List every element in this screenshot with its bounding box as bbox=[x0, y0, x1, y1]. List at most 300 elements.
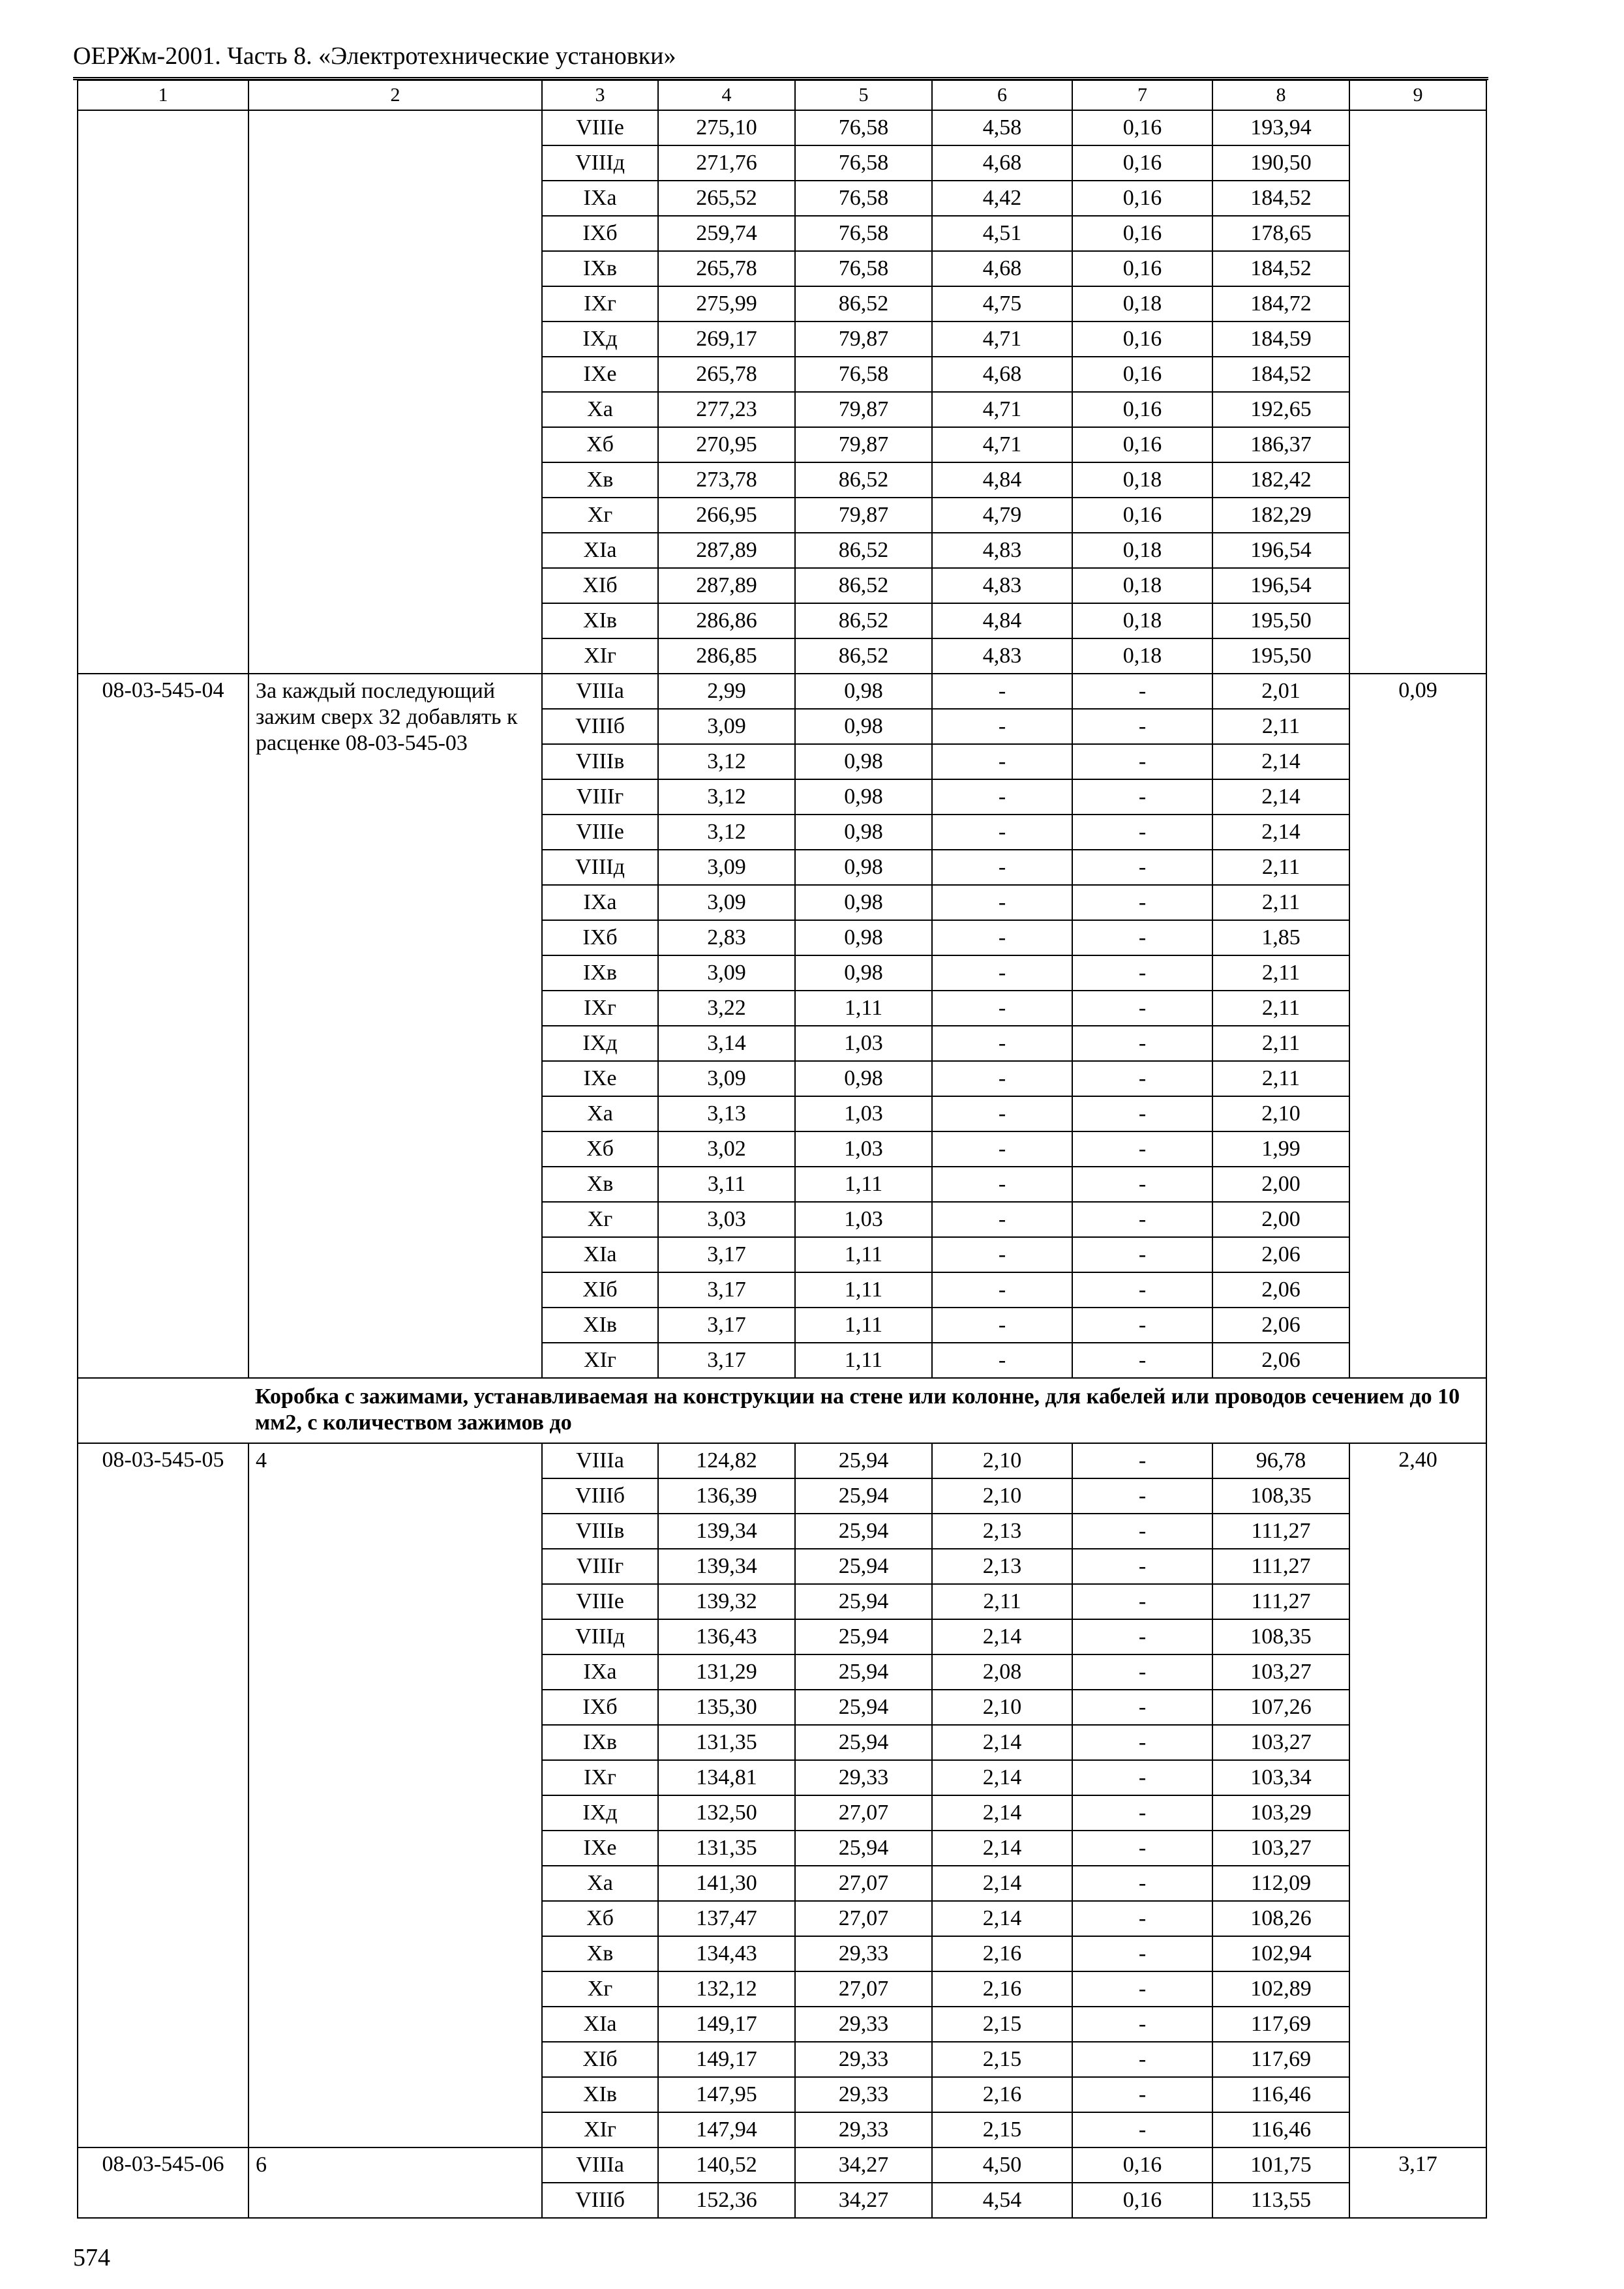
machinist-wages-cell: - bbox=[1072, 1831, 1212, 1866]
machines-cell: - bbox=[932, 1131, 1072, 1167]
materials-cell: 2,14 bbox=[1212, 779, 1349, 815]
wages-cell: 0,98 bbox=[795, 709, 932, 744]
zone-cell: IXд bbox=[542, 322, 658, 357]
machinist-wages-cell: 0,18 bbox=[1072, 533, 1212, 568]
machinist-wages-cell: - bbox=[1072, 1443, 1212, 1478]
materials-cell: 190,50 bbox=[1212, 145, 1349, 181]
machinist-wages-cell: 0,16 bbox=[1072, 498, 1212, 533]
machines-cell: 2,14 bbox=[932, 1866, 1072, 1901]
zone-cell: IXд bbox=[542, 1026, 658, 1061]
machinist-wages-cell: - bbox=[1072, 920, 1212, 955]
zone-cell: VIIIб bbox=[542, 709, 658, 744]
zone-cell: VIIIг bbox=[542, 1549, 658, 1584]
machines-cell: - bbox=[932, 1237, 1072, 1272]
total-cost-cell: 269,17 bbox=[658, 322, 795, 357]
machines-cell: 2,14 bbox=[932, 1760, 1072, 1795]
rate-code: 08-03-545-05 bbox=[78, 1443, 248, 2147]
total-cost-cell: 136,39 bbox=[658, 1478, 795, 1514]
machines-cell: 2,13 bbox=[932, 1514, 1072, 1549]
machinist-wages-cell: - bbox=[1072, 1131, 1212, 1167]
wages-cell: 1,03 bbox=[795, 1131, 932, 1167]
column-number: 7 bbox=[1072, 80, 1212, 110]
machines-cell: 4,71 bbox=[932, 392, 1072, 427]
machinist-wages-cell: - bbox=[1072, 1760, 1212, 1795]
wages-cell: 79,87 bbox=[795, 392, 932, 427]
wages-cell: 29,33 bbox=[795, 2077, 932, 2112]
zone-cell: Xг bbox=[542, 1202, 658, 1237]
wages-cell: 29,33 bbox=[795, 1936, 932, 1971]
machines-cell: - bbox=[932, 920, 1072, 955]
wages-cell: 0,98 bbox=[795, 815, 932, 850]
total-cost-cell: 273,78 bbox=[658, 462, 795, 498]
column-number: 8 bbox=[1212, 80, 1349, 110]
materials-cell: 192,65 bbox=[1212, 392, 1349, 427]
machines-cell: 2,15 bbox=[932, 2112, 1072, 2147]
total-cost-cell: 152,36 bbox=[658, 2183, 795, 2218]
machinist-wages-cell: - bbox=[1072, 2077, 1212, 2112]
materials-cell: 2,11 bbox=[1212, 955, 1349, 991]
zone-cell: VIIIе bbox=[542, 1584, 658, 1619]
machinist-wages-cell: - bbox=[1072, 1096, 1212, 1131]
machinist-wages-cell: - bbox=[1072, 1690, 1212, 1725]
zone-cell: VIIIд bbox=[542, 850, 658, 885]
zone-cell: VIIIг bbox=[542, 779, 658, 815]
total-cost-cell: 3,17 bbox=[658, 1343, 795, 1378]
labor-cost-cell: 0,09 bbox=[1349, 674, 1486, 1378]
wages-cell: 0,98 bbox=[795, 674, 932, 709]
section-title: Коробка с зажимами, устанавливаемая на конструкции на стене или колонне, для кабелей или проводов сечением до 10 мм2, с количеством зажимов до bbox=[248, 1378, 1486, 1443]
materials-cell: 108,35 bbox=[1212, 1619, 1349, 1654]
machines-cell: 2,14 bbox=[932, 1619, 1072, 1654]
wages-cell: 76,58 bbox=[795, 181, 932, 216]
wages-cell: 25,94 bbox=[795, 1654, 932, 1690]
zone-cell: VIIIе bbox=[542, 110, 658, 145]
materials-cell: 184,52 bbox=[1212, 181, 1349, 216]
machinist-wages-cell: 0,16 bbox=[1072, 322, 1212, 357]
total-cost-cell: 3,12 bbox=[658, 744, 795, 779]
rate-description: 6 bbox=[248, 2147, 542, 2218]
zone-cell: VIIIб bbox=[542, 1478, 658, 1514]
machines-cell: 4,50 bbox=[932, 2147, 1072, 2183]
total-cost-cell: 265,78 bbox=[658, 251, 795, 286]
total-cost-cell: 3,17 bbox=[658, 1237, 795, 1272]
zone-cell: Xг bbox=[542, 498, 658, 533]
total-cost-cell: 2,99 bbox=[658, 674, 795, 709]
wages-cell: 25,94 bbox=[795, 1514, 932, 1549]
table-row bbox=[78, 110, 1486, 145]
machinist-wages-cell: - bbox=[1072, 744, 1212, 779]
machines-cell: 4,84 bbox=[932, 462, 1072, 498]
machines-cell: 4,83 bbox=[932, 638, 1072, 674]
machines-cell: - bbox=[932, 1026, 1072, 1061]
machinist-wages-cell: 0,16 bbox=[1072, 2183, 1212, 2218]
wages-cell: 0,98 bbox=[795, 850, 932, 885]
materials-cell: 184,59 bbox=[1212, 322, 1349, 357]
machinist-wages-cell: - bbox=[1072, 955, 1212, 991]
materials-cell: 196,54 bbox=[1212, 533, 1349, 568]
total-cost-cell: 3,09 bbox=[658, 709, 795, 744]
total-cost-cell: 131,35 bbox=[658, 1831, 795, 1866]
materials-cell: 113,55 bbox=[1212, 2183, 1349, 2218]
machines-cell: 2,11 bbox=[932, 1584, 1072, 1619]
zone-cell: VIIIа bbox=[542, 1443, 658, 1478]
machinist-wages-cell: 0,16 bbox=[1072, 110, 1212, 145]
machines-cell: 4,54 bbox=[932, 2183, 1072, 2218]
machinist-wages-cell: - bbox=[1072, 1725, 1212, 1760]
zone-cell: XIб bbox=[542, 568, 658, 603]
machinist-wages-cell: - bbox=[1072, 1795, 1212, 1831]
machinist-wages-cell: - bbox=[1072, 1167, 1212, 1202]
materials-cell: 2,11 bbox=[1212, 885, 1349, 920]
total-cost-cell: 3,12 bbox=[658, 779, 795, 815]
wages-cell: 25,94 bbox=[795, 1690, 932, 1725]
zone-cell: XIг bbox=[542, 638, 658, 674]
materials-cell: 102,94 bbox=[1212, 1936, 1349, 1971]
materials-cell: 1,99 bbox=[1212, 1131, 1349, 1167]
wages-cell: 25,94 bbox=[795, 1725, 932, 1760]
zone-cell: Xб bbox=[542, 1131, 658, 1167]
materials-cell: 2,11 bbox=[1212, 850, 1349, 885]
zone-cell: VIIIв bbox=[542, 1514, 658, 1549]
zone-cell: IXб bbox=[542, 920, 658, 955]
wages-cell: 1,11 bbox=[795, 1308, 932, 1343]
materials-cell: 193,94 bbox=[1212, 110, 1349, 145]
materials-cell: 102,89 bbox=[1212, 1971, 1349, 2007]
wages-cell: 76,58 bbox=[795, 216, 932, 251]
zone-cell: XIа bbox=[542, 533, 658, 568]
wages-cell: 76,58 bbox=[795, 145, 932, 181]
total-cost-cell: 3,09 bbox=[658, 850, 795, 885]
section-row bbox=[78, 1378, 1486, 1443]
total-cost-cell: 266,95 bbox=[658, 498, 795, 533]
materials-cell: 184,72 bbox=[1212, 286, 1349, 322]
machinist-wages-cell: - bbox=[1072, 1272, 1212, 1308]
wages-cell: 27,07 bbox=[795, 1795, 932, 1831]
zone-cell: XIа bbox=[542, 2007, 658, 2042]
machines-cell: 2,16 bbox=[932, 2077, 1072, 2112]
total-cost-cell: 139,34 bbox=[658, 1514, 795, 1549]
machinist-wages-cell: - bbox=[1072, 779, 1212, 815]
wages-cell: 79,87 bbox=[795, 322, 932, 357]
materials-cell: 96,78 bbox=[1212, 1443, 1349, 1478]
total-cost-cell: 135,30 bbox=[658, 1690, 795, 1725]
machines-cell: 2,08 bbox=[932, 1654, 1072, 1690]
total-cost-cell: 131,35 bbox=[658, 1725, 795, 1760]
wages-cell: 25,94 bbox=[795, 1443, 932, 1478]
materials-cell: 1,85 bbox=[1212, 920, 1349, 955]
wages-cell: 79,87 bbox=[795, 427, 932, 462]
materials-cell: 111,27 bbox=[1212, 1514, 1349, 1549]
machines-cell: - bbox=[932, 1202, 1072, 1237]
zone-cell: IXа bbox=[542, 181, 658, 216]
machines-cell: - bbox=[932, 1096, 1072, 1131]
machines-cell: 4,68 bbox=[932, 145, 1072, 181]
wages-cell: 79,87 bbox=[795, 498, 932, 533]
machines-cell: - bbox=[932, 779, 1072, 815]
machinist-wages-cell: 0,16 bbox=[1072, 357, 1212, 392]
materials-cell: 195,50 bbox=[1212, 603, 1349, 638]
machinist-wages-cell: - bbox=[1072, 1514, 1212, 1549]
wages-cell: 1,11 bbox=[795, 1237, 932, 1272]
zone-cell: IXг bbox=[542, 286, 658, 322]
machines-cell: 4,84 bbox=[932, 603, 1072, 638]
zone-cell: VIIIб bbox=[542, 2183, 658, 2218]
materials-cell: 117,69 bbox=[1212, 2042, 1349, 2077]
machines-cell: - bbox=[932, 815, 1072, 850]
page-number: 574 bbox=[73, 2244, 110, 2271]
machinist-wages-cell: 0,16 bbox=[1072, 145, 1212, 181]
wages-cell: 1,11 bbox=[795, 991, 932, 1026]
wages-cell: 34,27 bbox=[795, 2147, 932, 2183]
machinist-wages-cell: - bbox=[1072, 1901, 1212, 1936]
total-cost-cell: 3,13 bbox=[658, 1096, 795, 1131]
wages-cell: 76,58 bbox=[795, 251, 932, 286]
materials-cell: 116,46 bbox=[1212, 2077, 1349, 2112]
total-cost-cell: 140,52 bbox=[658, 2147, 795, 2183]
labor-cost-cell bbox=[1349, 110, 1486, 674]
total-cost-cell: 124,82 bbox=[658, 1443, 795, 1478]
materials-cell: 186,37 bbox=[1212, 427, 1349, 462]
materials-cell: 2,10 bbox=[1212, 1096, 1349, 1131]
materials-cell: 103,27 bbox=[1212, 1831, 1349, 1866]
materials-cell: 2,11 bbox=[1212, 991, 1349, 1026]
materials-cell: 117,69 bbox=[1212, 2007, 1349, 2042]
total-cost-cell: 286,85 bbox=[658, 638, 795, 674]
zone-cell: VIIIа bbox=[542, 674, 658, 709]
wages-cell: 1,11 bbox=[795, 1167, 932, 1202]
machines-cell: - bbox=[932, 744, 1072, 779]
machines-cell: 2,10 bbox=[932, 1443, 1072, 1478]
total-cost-cell: 149,17 bbox=[658, 2007, 795, 2042]
total-cost-cell: 3,02 bbox=[658, 1131, 795, 1167]
machinist-wages-cell: - bbox=[1072, 1343, 1212, 1378]
zone-cell: XIа bbox=[542, 1237, 658, 1272]
machinist-wages-cell: 0,18 bbox=[1072, 638, 1212, 674]
zone-cell: VIIIе bbox=[542, 815, 658, 850]
machines-cell: 2,16 bbox=[932, 1936, 1072, 1971]
column-number: 3 bbox=[542, 80, 658, 110]
rate-description bbox=[248, 110, 542, 674]
total-cost-cell: 259,74 bbox=[658, 216, 795, 251]
section-code-cell bbox=[78, 1378, 248, 1443]
zone-cell: XIв bbox=[542, 1308, 658, 1343]
machines-cell: - bbox=[932, 955, 1072, 991]
machinist-wages-cell: - bbox=[1072, 1237, 1212, 1272]
wages-cell: 29,33 bbox=[795, 2112, 932, 2147]
machines-cell: 4,42 bbox=[932, 181, 1072, 216]
zone-cell: VIIIв bbox=[542, 744, 658, 779]
wages-cell: 86,52 bbox=[795, 638, 932, 674]
total-cost-cell: 147,95 bbox=[658, 2077, 795, 2112]
wages-cell: 1,03 bbox=[795, 1026, 932, 1061]
machines-cell: - bbox=[932, 1343, 1072, 1378]
materials-cell: 196,54 bbox=[1212, 568, 1349, 603]
wages-cell: 86,52 bbox=[795, 462, 932, 498]
machines-cell: - bbox=[932, 1061, 1072, 1096]
wages-cell: 27,07 bbox=[795, 1866, 932, 1901]
machines-cell: - bbox=[932, 674, 1072, 709]
column-number: 6 bbox=[932, 80, 1072, 110]
column-number: 9 bbox=[1349, 80, 1486, 110]
total-cost-cell: 3,22 bbox=[658, 991, 795, 1026]
wages-cell: 86,52 bbox=[795, 568, 932, 603]
machinist-wages-cell: 0,16 bbox=[1072, 181, 1212, 216]
zone-cell: IXг bbox=[542, 991, 658, 1026]
machinist-wages-cell: - bbox=[1072, 885, 1212, 920]
materials-cell: 2,11 bbox=[1212, 709, 1349, 744]
zone-cell: IXб bbox=[542, 216, 658, 251]
zone-cell: Xв bbox=[542, 1167, 658, 1202]
machines-cell: 4,83 bbox=[932, 533, 1072, 568]
total-cost-cell: 2,83 bbox=[658, 920, 795, 955]
total-cost-cell: 287,89 bbox=[658, 533, 795, 568]
zone-cell: XIв bbox=[542, 2077, 658, 2112]
zone-cell: Xб bbox=[542, 427, 658, 462]
zone-cell: IXв bbox=[542, 1725, 658, 1760]
total-cost-cell: 137,47 bbox=[658, 1901, 795, 1936]
wages-cell: 0,98 bbox=[795, 885, 932, 920]
materials-cell: 2,00 bbox=[1212, 1202, 1349, 1237]
total-cost-cell: 3,09 bbox=[658, 955, 795, 991]
materials-cell: 2,06 bbox=[1212, 1237, 1349, 1272]
machines-cell: 2,14 bbox=[932, 1795, 1072, 1831]
materials-cell: 103,27 bbox=[1212, 1725, 1349, 1760]
wages-cell: 29,33 bbox=[795, 2007, 932, 2042]
machinist-wages-cell: 0,18 bbox=[1072, 568, 1212, 603]
machines-cell: 2,15 bbox=[932, 2042, 1072, 2077]
zone-cell: IXа bbox=[542, 1654, 658, 1690]
machinist-wages-cell: 0,18 bbox=[1072, 462, 1212, 498]
machinist-wages-cell: - bbox=[1072, 2112, 1212, 2147]
total-cost-cell: 141,30 bbox=[658, 1866, 795, 1901]
materials-cell: 111,27 bbox=[1212, 1549, 1349, 1584]
zone-cell: IXе bbox=[542, 357, 658, 392]
zone-cell: Xа bbox=[542, 1866, 658, 1901]
materials-cell: 184,52 bbox=[1212, 251, 1349, 286]
total-cost-cell: 132,50 bbox=[658, 1795, 795, 1831]
machinist-wages-cell: 0,18 bbox=[1072, 286, 1212, 322]
materials-cell: 103,34 bbox=[1212, 1760, 1349, 1795]
document-title: ОЕРЖм-2001. Часть 8. «Электротехнические установки» bbox=[73, 42, 676, 70]
materials-cell: 107,26 bbox=[1212, 1690, 1349, 1725]
materials-cell: 2,11 bbox=[1212, 1061, 1349, 1096]
wages-cell: 25,94 bbox=[795, 1831, 932, 1866]
materials-cell: 2,01 bbox=[1212, 674, 1349, 709]
page-header bbox=[73, 37, 1488, 80]
wages-cell: 0,98 bbox=[795, 1061, 932, 1096]
total-cost-cell: 3,03 bbox=[658, 1202, 795, 1237]
wages-cell: 27,07 bbox=[795, 1971, 932, 2007]
machinist-wages-cell: - bbox=[1072, 1936, 1212, 1971]
materials-cell: 2,11 bbox=[1212, 1026, 1349, 1061]
materials-cell: 182,29 bbox=[1212, 498, 1349, 533]
machinist-wages-cell: 0,18 bbox=[1072, 603, 1212, 638]
machinist-wages-cell: - bbox=[1072, 1654, 1212, 1690]
machines-cell: 2,15 bbox=[932, 2007, 1072, 2042]
total-cost-cell: 3,17 bbox=[658, 1308, 795, 1343]
total-cost-cell: 286,86 bbox=[658, 603, 795, 638]
materials-cell: 178,65 bbox=[1212, 216, 1349, 251]
machines-cell: - bbox=[932, 885, 1072, 920]
total-cost-cell: 131,29 bbox=[658, 1654, 795, 1690]
rate-description: 4 bbox=[248, 1443, 542, 2147]
total-cost-cell: 265,78 bbox=[658, 357, 795, 392]
total-cost-cell: 139,32 bbox=[658, 1584, 795, 1619]
total-cost-cell: 271,76 bbox=[658, 145, 795, 181]
machinist-wages-cell: - bbox=[1072, 1971, 1212, 2007]
machines-cell: 2,14 bbox=[932, 1725, 1072, 1760]
zone-cell: VIIIд bbox=[542, 145, 658, 181]
machines-cell: 4,68 bbox=[932, 357, 1072, 392]
total-cost-cell: 275,99 bbox=[658, 286, 795, 322]
zone-cell: VIIIа bbox=[542, 2147, 658, 2183]
column-number: 2 bbox=[248, 80, 542, 110]
wages-cell: 27,07 bbox=[795, 1901, 932, 1936]
total-cost-cell: 134,81 bbox=[658, 1760, 795, 1795]
machinist-wages-cell: - bbox=[1072, 1866, 1212, 1901]
wages-cell: 0,98 bbox=[795, 920, 932, 955]
total-cost-cell: 3,09 bbox=[658, 1061, 795, 1096]
wages-cell: 25,94 bbox=[795, 1549, 932, 1584]
machinist-wages-cell: - bbox=[1072, 1619, 1212, 1654]
wages-cell: 25,94 bbox=[795, 1619, 932, 1654]
total-cost-cell: 136,43 bbox=[658, 1619, 795, 1654]
table-body bbox=[78, 80, 1486, 2218]
zone-cell: XIв bbox=[542, 603, 658, 638]
materials-cell: 108,26 bbox=[1212, 1901, 1349, 1936]
wages-cell: 86,52 bbox=[795, 286, 932, 322]
machinist-wages-cell: - bbox=[1072, 1026, 1212, 1061]
wages-cell: 34,27 bbox=[795, 2183, 932, 2218]
machines-cell: 4,79 bbox=[932, 498, 1072, 533]
materials-cell: 103,27 bbox=[1212, 1654, 1349, 1690]
machinist-wages-cell: - bbox=[1072, 1478, 1212, 1514]
wages-cell: 1,03 bbox=[795, 1202, 932, 1237]
wages-cell: 86,52 bbox=[795, 533, 932, 568]
labor-cost-cell: 2,40 bbox=[1349, 1443, 1486, 2147]
zone-cell: IXв bbox=[542, 251, 658, 286]
total-cost-cell: 3,14 bbox=[658, 1026, 795, 1061]
wages-cell: 86,52 bbox=[795, 603, 932, 638]
machinist-wages-cell: 0,16 bbox=[1072, 392, 1212, 427]
zone-cell: Xб bbox=[542, 1901, 658, 1936]
machines-cell: - bbox=[932, 991, 1072, 1026]
column-number: 5 bbox=[795, 80, 932, 110]
machines-cell: 2,16 bbox=[932, 1971, 1072, 2007]
wages-cell: 25,94 bbox=[795, 1478, 932, 1514]
machines-cell: 4,71 bbox=[932, 322, 1072, 357]
machinist-wages-cell: - bbox=[1072, 709, 1212, 744]
wages-cell: 29,33 bbox=[795, 2042, 932, 2077]
materials-cell: 101,75 bbox=[1212, 2147, 1349, 2183]
materials-cell: 184,52 bbox=[1212, 357, 1349, 392]
column-number: 4 bbox=[658, 80, 795, 110]
rate-description: За каждый последующий зажим сверх 32 добавлять к расценке 08-03-545-03 bbox=[248, 674, 542, 1378]
table-row bbox=[78, 674, 1486, 709]
materials-cell: 2,14 bbox=[1212, 744, 1349, 779]
machines-cell: 4,51 bbox=[932, 216, 1072, 251]
total-cost-cell: 265,52 bbox=[658, 181, 795, 216]
total-cost-cell: 139,34 bbox=[658, 1549, 795, 1584]
wages-cell: 29,33 bbox=[795, 1760, 932, 1795]
materials-cell: 116,46 bbox=[1212, 2112, 1349, 2147]
materials-cell: 2,00 bbox=[1212, 1167, 1349, 1202]
total-cost-cell: 147,94 bbox=[658, 2112, 795, 2147]
machinist-wages-cell: - bbox=[1072, 1202, 1212, 1237]
machines-cell: 2,10 bbox=[932, 1478, 1072, 1514]
machines-cell: 2,10 bbox=[932, 1690, 1072, 1725]
total-cost-cell: 132,12 bbox=[658, 1971, 795, 2007]
